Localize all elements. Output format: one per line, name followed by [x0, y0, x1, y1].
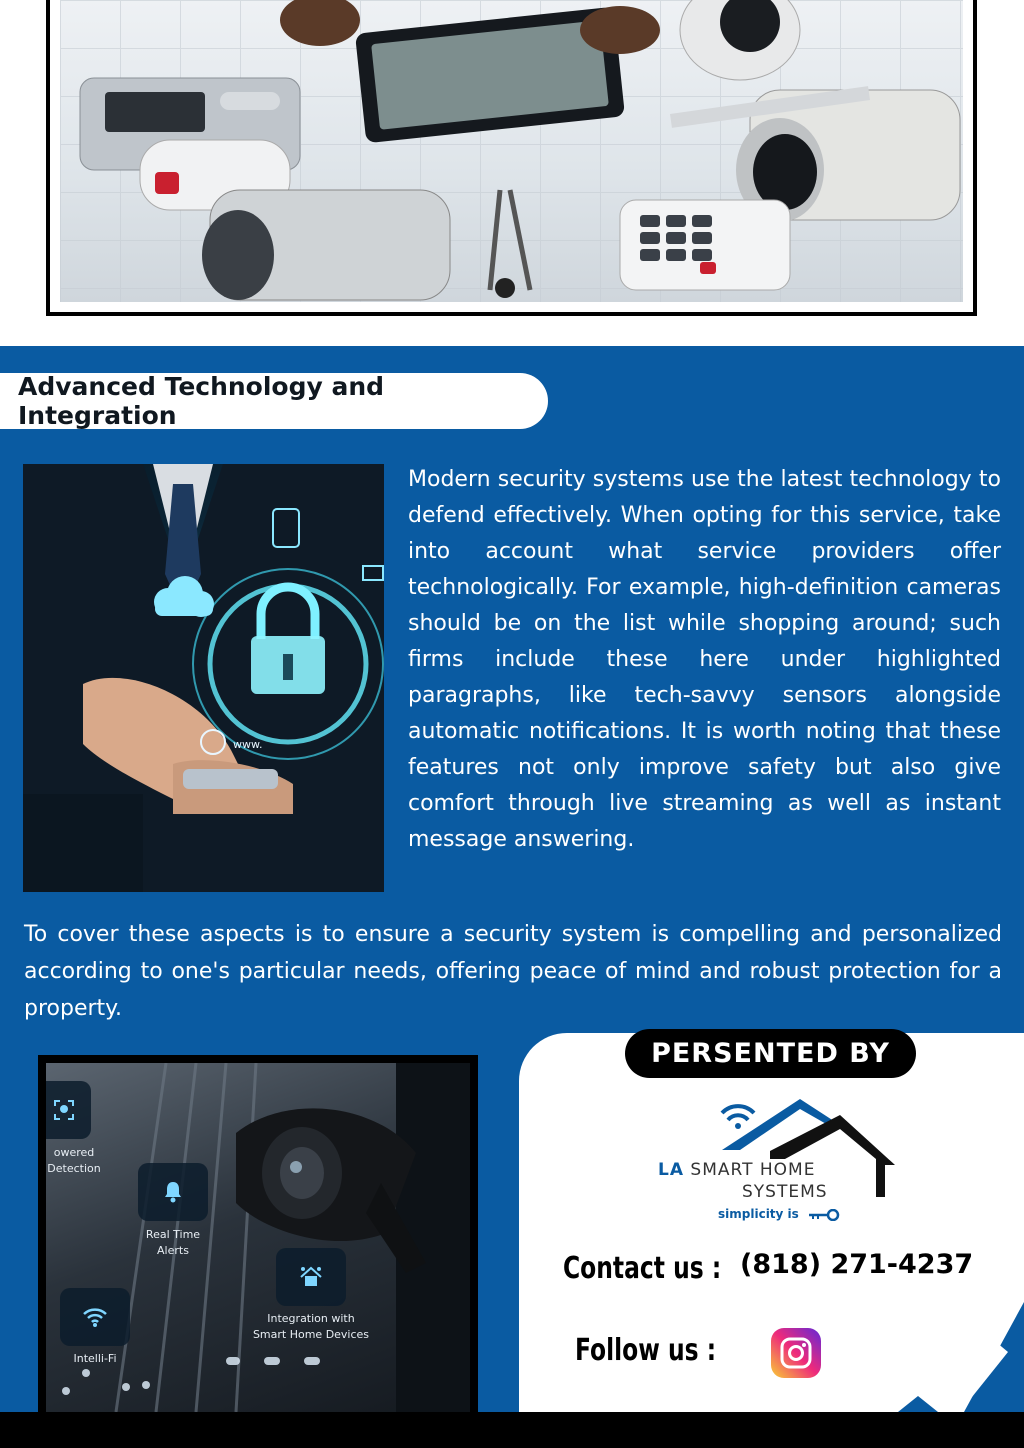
logo-brand-line1: LA SMART HOME — [658, 1160, 816, 1180]
chip-smart-home — [276, 1248, 346, 1306]
tech-overlay-text: www. — [233, 738, 263, 751]
section-heading: Advanced Technology and Integration — [18, 372, 385, 430]
key-icon — [807, 1209, 841, 1221]
chip-detection-line2: Detection — [47, 1162, 101, 1175]
security-camera-image — [46, 1063, 470, 1412]
presented-by-title: PERSENTED BY — [651, 1038, 890, 1069]
decorative-corner — [964, 1302, 1024, 1412]
bell-icon — [160, 1179, 186, 1205]
contact-phone[interactable]: (818) 271-4237 — [740, 1249, 974, 1280]
wifi-icon — [82, 1306, 108, 1328]
follow-label: Follow us : — [575, 1333, 717, 1368]
chip-smart-home-line2: Smart Home Devices — [252, 1328, 370, 1341]
chip-smart-home-line1: Integration with — [267, 1312, 355, 1325]
face-scan-icon — [53, 1099, 75, 1121]
chip-real-time-alerts — [138, 1163, 208, 1221]
section-heading-pill — [0, 373, 548, 429]
top-photo-frame — [46, 0, 977, 316]
body-paragraph-1: Modern security systems use the latest technology to defend effectively. When opting for this service, take into account what service providers offer technologically. For example, high-definition cameras should be on the list while shopping around; such firms include these here under highlighted paragraphs, like tech-savvy sensors alongside automatic notifications. It is worth noting that these features not only improve safety but also give comfort through live streaming as well as instant message answering. — [408, 467, 1001, 852]
logo-brand-line2: SYSTEMS — [742, 1182, 828, 1202]
chip-detection — [46, 1081, 91, 1139]
logo-tagline: simplicity is — [718, 1207, 841, 1221]
security-devices-photo — [60, 0, 963, 302]
chip-detection-line1: owered — [53, 1146, 95, 1159]
chip-intelli-fi — [60, 1288, 130, 1346]
instagram-icon[interactable] — [771, 1328, 821, 1378]
contact-label: Contact us : — [563, 1251, 722, 1286]
body-paragraph-2: To cover these aspects is to ensure a security system is compelling and personalized according to one's particular needs, offering peace of mind and robust protection for a property. — [24, 922, 1002, 1021]
presented-by-pill — [625, 1029, 916, 1078]
smart-home-icon — [298, 1264, 324, 1290]
chip-alerts-line2: Alerts — [157, 1244, 189, 1257]
technology-businessman-image — [23, 464, 384, 892]
camera-image-frame — [38, 1055, 478, 1412]
bottom-bar — [0, 1412, 1024, 1448]
chip-intelli-fi-label: Intelli-Fi — [73, 1352, 117, 1365]
chip-alerts-line1: Real Time — [145, 1228, 201, 1241]
